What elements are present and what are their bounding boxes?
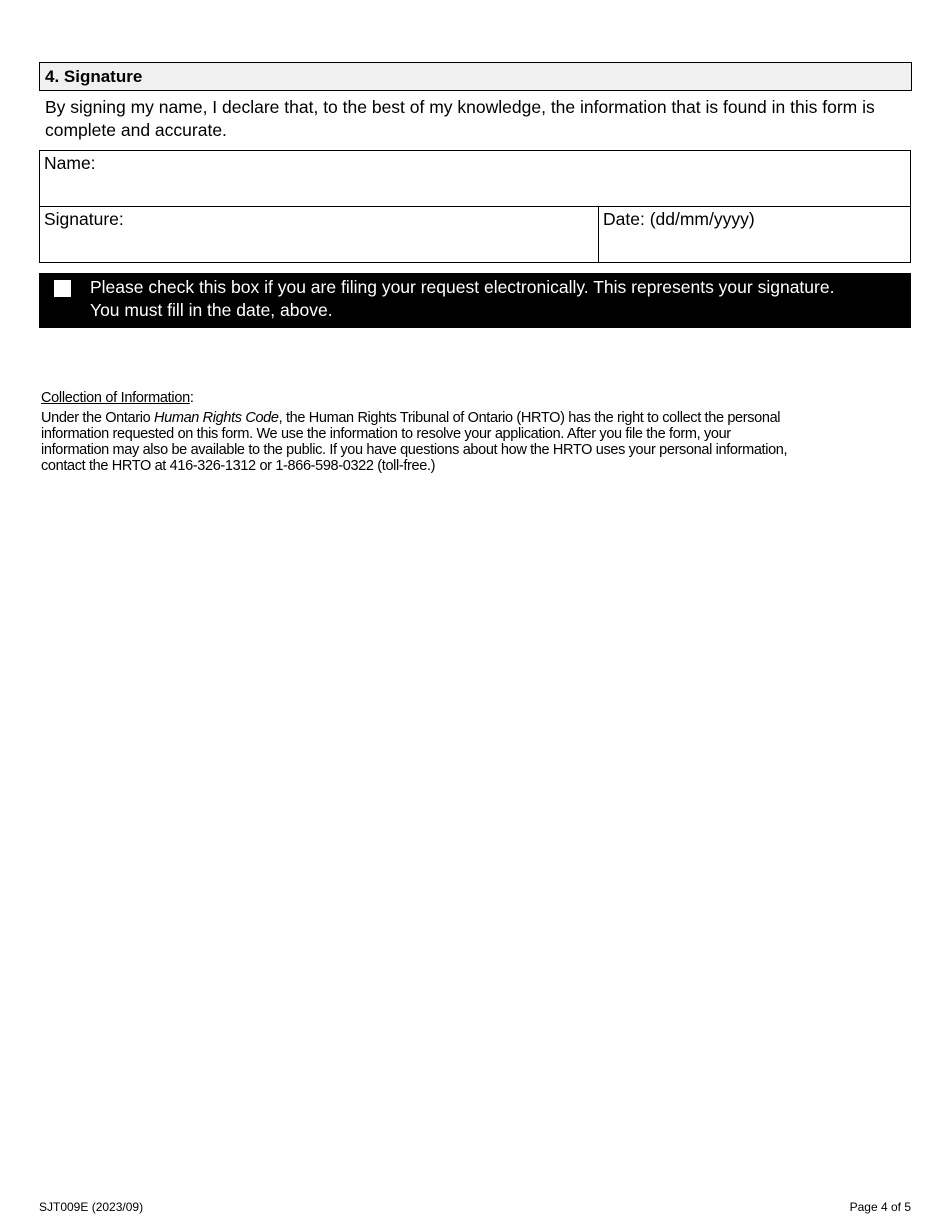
name-label: Name: bbox=[44, 153, 96, 173]
collection-line-1 bbox=[41, 410, 787, 426]
collection-title-colon: : bbox=[189, 390, 194, 406]
declaration-text: By signing my name, I declare that, to the best of my knowledge, the information that is found in this form is complete and accurate. bbox=[45, 97, 875, 140]
electronic-line-2: You must fill in the date, above. bbox=[90, 300, 333, 320]
collection-line-2: information requested on this form. We use the information to resolve your application. After you file the form, your bbox=[41, 426, 731, 442]
collection-title bbox=[41, 390, 194, 406]
date-field[interactable] bbox=[599, 207, 910, 262]
collection-line-4: contact the HRTO at 416-326-1312 or 1-866-598-0322 (toll-free.) bbox=[41, 458, 436, 474]
section-title: 4. Signature bbox=[39, 62, 912, 91]
name-field[interactable] bbox=[40, 151, 910, 207]
electronic-filing-checkbox[interactable] bbox=[54, 280, 71, 297]
collection-title-text: Collection of Information bbox=[41, 390, 190, 406]
electronic-filing-bar bbox=[39, 273, 911, 328]
collection-text bbox=[41, 410, 787, 474]
signature-table bbox=[39, 150, 911, 263]
page-number: Page 4 of 5 bbox=[849, 1200, 911, 1214]
collection-line-3: information may also be available to the public. If you have questions about how the HRTO uses your personal information, bbox=[41, 442, 788, 458]
form-id: SJT009E (2023/09) bbox=[39, 1200, 144, 1214]
code-name: Human Rights Code bbox=[154, 410, 279, 426]
collection-line-1-post: , the Human Rights Tribunal of Ontario (HRTO) has the right to collect the personal bbox=[278, 410, 781, 426]
signature-label: Signature: bbox=[44, 209, 124, 229]
date-label: Date: (dd/mm/yyyy) bbox=[603, 209, 755, 229]
collection-line-1-pre: Under the Ontario bbox=[41, 410, 154, 426]
electronic-filing-text bbox=[90, 276, 900, 322]
signature-field[interactable] bbox=[40, 207, 598, 262]
electronic-line-1: Please check this box if you are filing your request electronically. This represents your signature. bbox=[90, 277, 835, 297]
